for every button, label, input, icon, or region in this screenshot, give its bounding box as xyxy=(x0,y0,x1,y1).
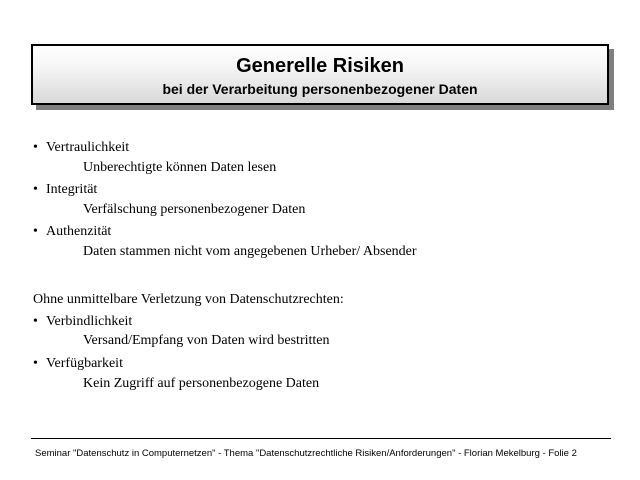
risk-description-confidentiality: Unberechtigte können Daten lesen xyxy=(83,160,277,175)
slide-title: Generelle Risiken xyxy=(236,55,404,77)
bullet-marker: • xyxy=(33,140,38,155)
risk-description-availability: Kein Zugriff auf personenbezogene Daten xyxy=(83,376,320,391)
bullet-marker: • xyxy=(33,182,38,197)
risk-term-integrity: Integrität xyxy=(46,182,98,197)
bullet-marker: • xyxy=(33,356,38,371)
risk-term-confidentiality: Vertraulichkeit xyxy=(46,140,130,155)
risk-term-non-repudiation: Verbindlichkeit xyxy=(46,314,133,329)
section-intro: Ohne unmittelbare Verletzung von Datenschutzrechten: xyxy=(33,292,344,307)
title-box xyxy=(31,44,609,105)
risk-description-integrity: Verfälschung personenbezogener Daten xyxy=(83,202,306,217)
risk-term-availability: Verfügbarkeit xyxy=(46,356,123,371)
footer-text: Seminar "Datenschutz in Computernetzen" - Thema "Datenschutzrechtliche Risiken/Anforderungen" - Florian Mekelburg - Folie 2 xyxy=(35,448,577,459)
footer-divider xyxy=(31,438,611,439)
bullet-marker: • xyxy=(33,314,38,329)
bullet-marker: • xyxy=(33,224,38,239)
slide-subtitle: bei der Verarbeitung personenbezogener Daten xyxy=(162,81,478,97)
risk-term-authenticity: Authenzität xyxy=(46,224,112,239)
risk-description-non-repudiation: Versand/Empfang von Daten wird bestritten xyxy=(83,333,330,348)
risk-description-authenticity: Daten stammen nicht vom angegebenen Urheber/ Absender xyxy=(83,244,417,259)
